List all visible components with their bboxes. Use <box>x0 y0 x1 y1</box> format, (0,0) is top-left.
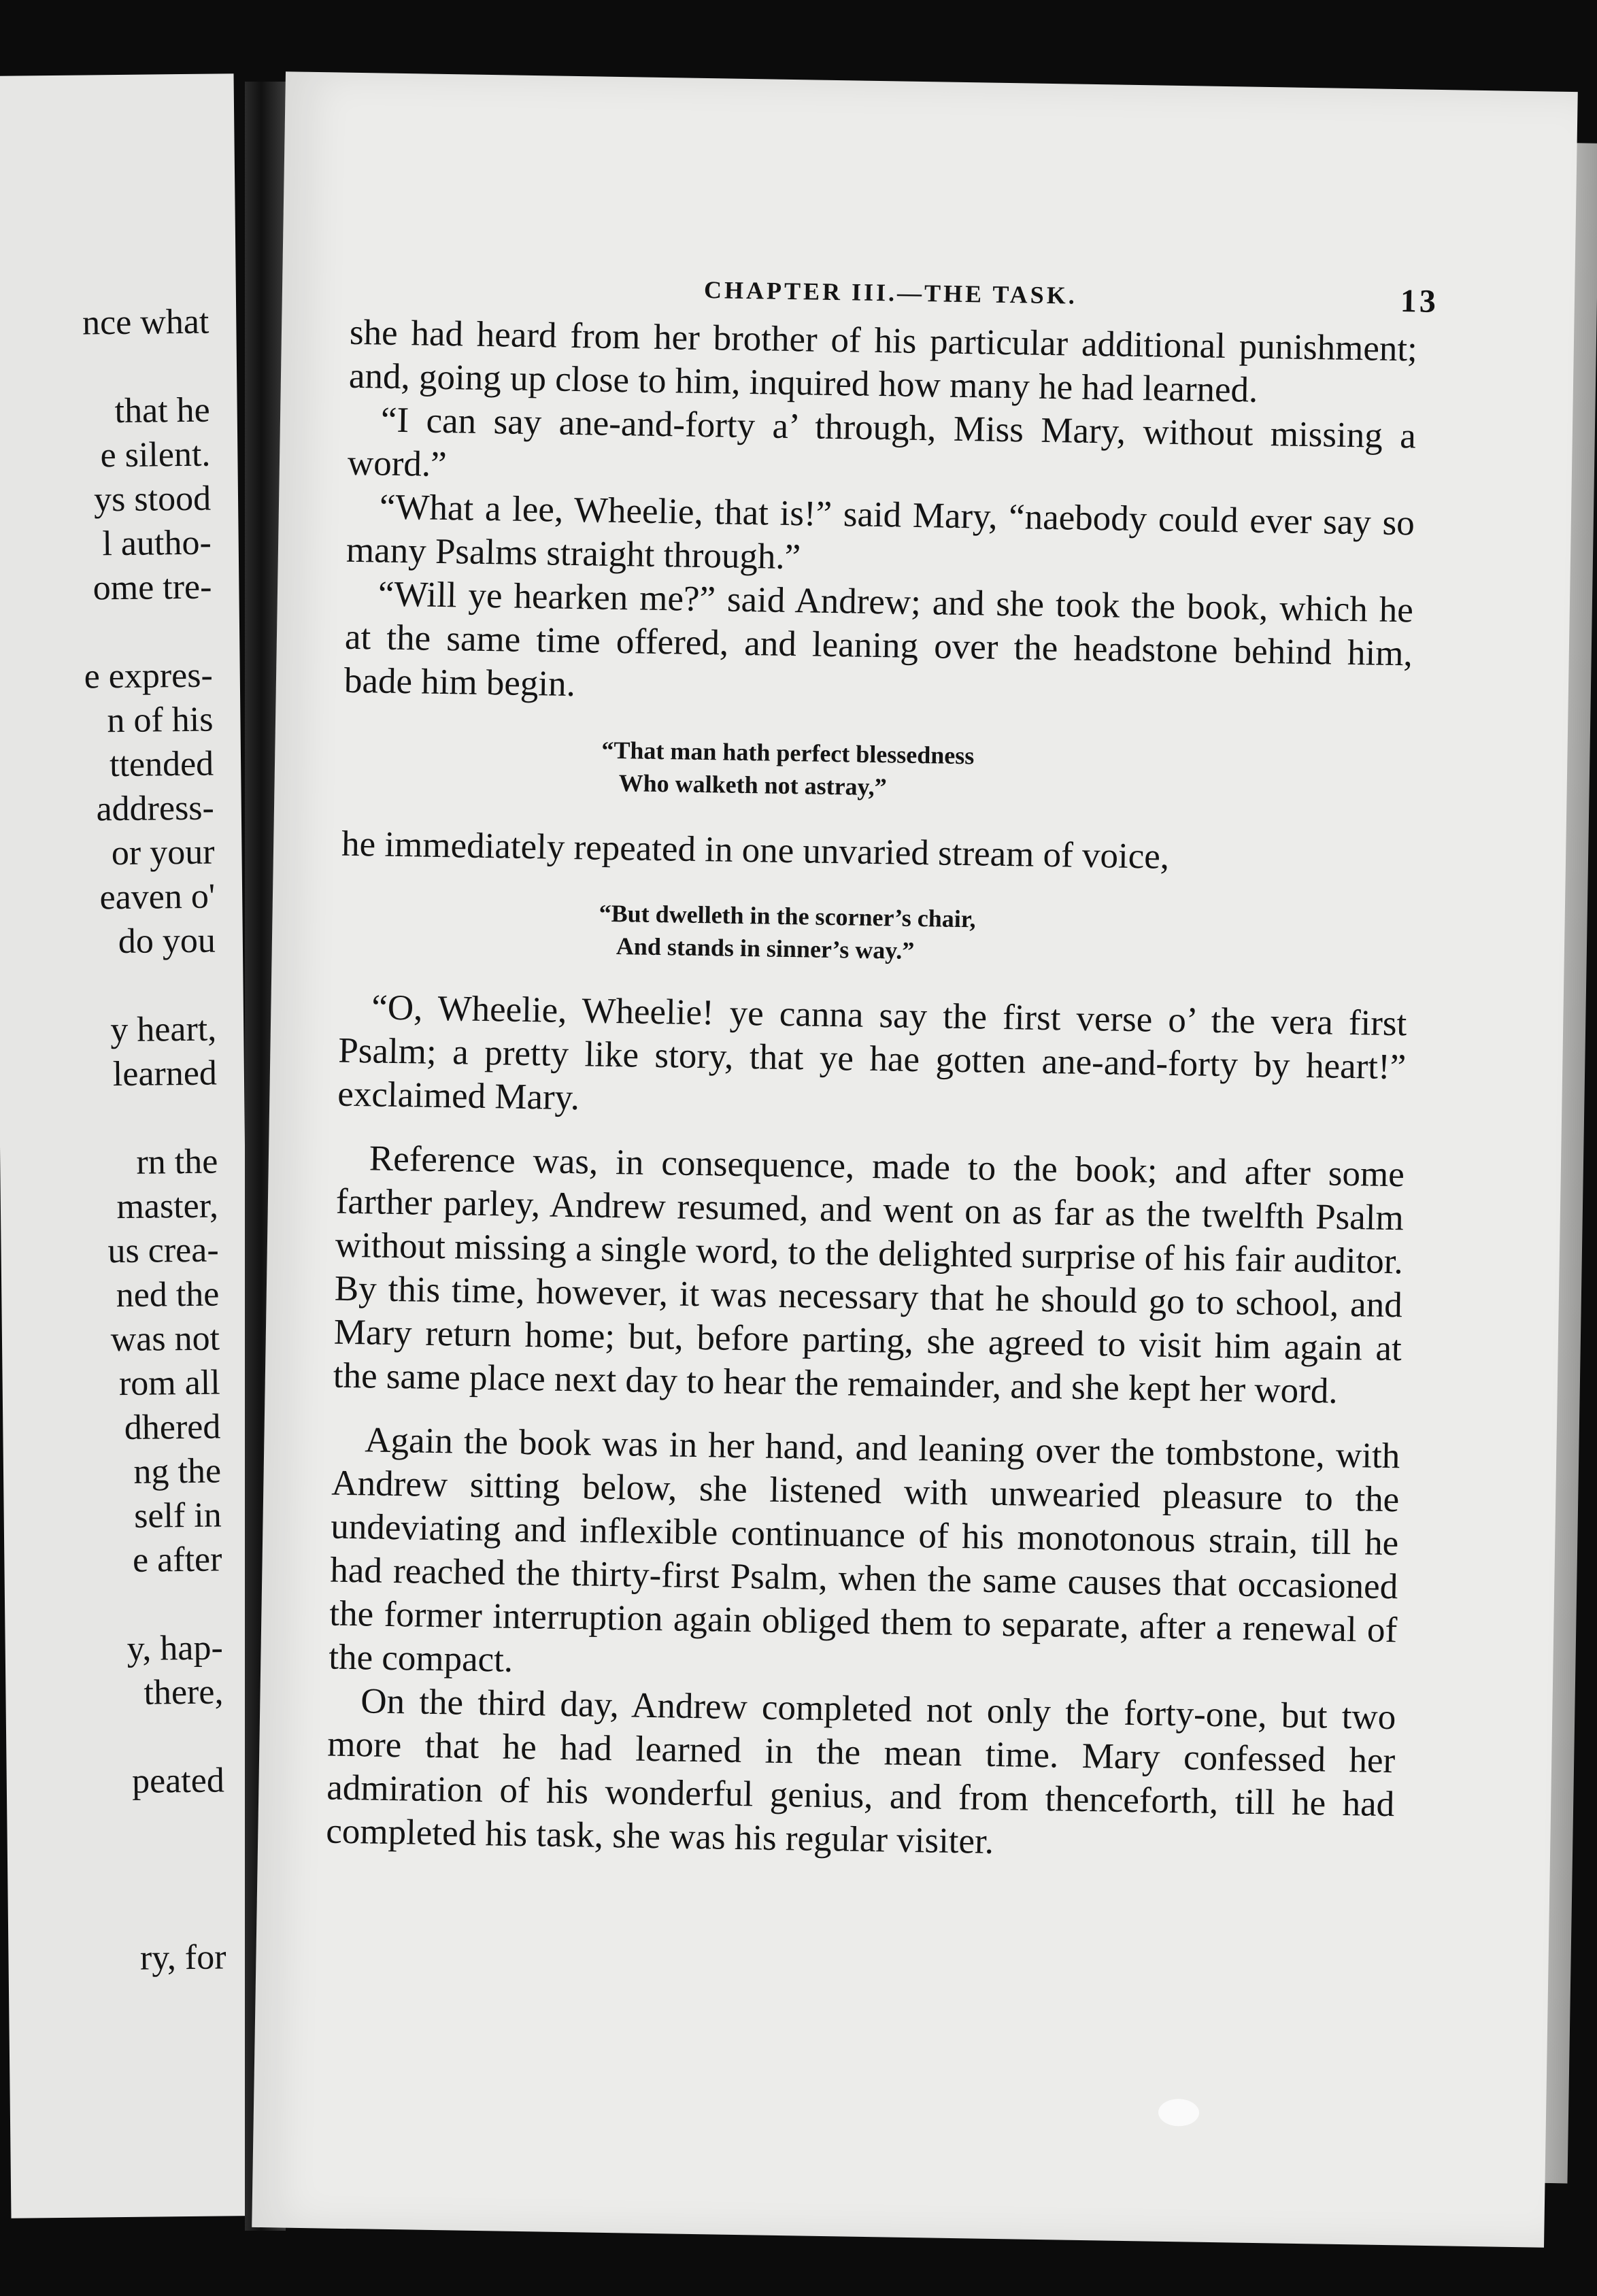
paragraph: Reference was, in consequence, made to the book; and after some farther parley, Andrew resumed, and went on as far as the twelfth Psalm without missing a single word, to the delighted surprise of his fair auditor. By this time, however, it was necessary that he should go to school, and Mary return home; but, before parting, she agreed to visit him again at the same place next day to hear the remainder, and she kept her word. <box>333 1138 1405 1411</box>
left-page-line: y, hap- <box>127 1628 224 1668</box>
left-page-line: e silent. <box>100 435 211 475</box>
left-page-line: there, <box>144 1672 224 1712</box>
verse-line: “That man hath perfect blessedness <box>601 736 975 770</box>
verse-quote <box>601 734 1411 812</box>
left-page-line: learned <box>112 1053 218 1094</box>
paragraph: “I can say ane-and-forty a’ through, Miss Mary, without missing a word.” <box>347 400 1417 485</box>
verse-line: And stands in sinner’s way.” <box>616 932 915 964</box>
left-page-line: e after <box>132 1540 222 1580</box>
paper-blemish <box>1158 2099 1200 2127</box>
left-page-line: l autho- <box>102 523 212 564</box>
left-page-line: self in <box>133 1496 222 1536</box>
left-page-line: rom all <box>118 1363 220 1404</box>
left-page <box>0 73 256 2218</box>
left-page-line: master, <box>116 1186 219 1227</box>
left-page-line: that he <box>114 390 210 431</box>
left-page-line: eaven o' <box>99 877 216 917</box>
page-number: 13 <box>1400 283 1439 320</box>
verse-line: Who walketh not astray,” <box>618 769 887 801</box>
left-page-line: us crea- <box>107 1230 219 1271</box>
chapter-heading: CHAPTER III.—THE TASK. <box>703 275 1078 309</box>
left-page-line: peated <box>131 1761 225 1801</box>
body-text <box>326 311 1417 1870</box>
left-page-line: address- <box>96 788 215 829</box>
verse-quote <box>599 897 1409 975</box>
paragraph: he immediately repeated in one unvaried stream of voice, <box>341 824 1170 877</box>
right-page <box>252 71 1578 2247</box>
paragraph: she had heard from her brother of his particular additional punishment; and, going up close to him, inquired how many he had learned. <box>348 312 1418 410</box>
left-page-line: n of his <box>107 700 214 741</box>
left-page-line: or your <box>111 832 215 873</box>
left-page-line: ttended <box>109 744 214 785</box>
left-page-line: ome tre- <box>93 567 212 608</box>
left-page-line: ng the <box>133 1451 222 1491</box>
paragraph: On the third day, Andrew completed not only the forty-one, but two more that he had learned in the mean time. Mary confessed her admiration of his wonderful genius, and from thenceforth, till he had completed his task, she was his regular visiter. <box>325 1681 1396 1861</box>
left-page-line: ys stood <box>93 479 212 520</box>
paragraph: “What a lee, Wheelie, that is!” said Mary, “naebody could ever say so many Psalms straight through.” <box>346 487 1415 577</box>
paragraph: “Will ye hearken me?” said Andrew; and she took the book, which he at the same time offered, and leaning over the headstone behind him, bade him begin. <box>343 574 1414 705</box>
left-page-line: ned the <box>116 1274 220 1315</box>
left-page-line: do you <box>118 921 216 962</box>
running-head <box>282 269 1575 320</box>
paragraph: Again the book was in her hand, and leaning over the tombstone, with Andrew sitting below, she listened with unwearied pleasure to the undeviating and inflexible continuance of his monotonous strain, till he had reached the thirty-first Psalm, when the same causes that occasioned the former interruption again obliged them to separate, after a renewal of the compact. <box>328 1420 1400 1680</box>
left-page-line: e expres- <box>84 656 214 696</box>
left-page-line: y heart, <box>110 1009 217 1050</box>
left-page-line: ry, for <box>139 1938 226 1978</box>
paragraph: “O, Wheelie, Wheelie! ye canna say the first verse o’ the vera first Psalm; a pretty like story, that ye hae gotten ane-and-forty by heart!” exclaimed Mary. <box>337 987 1407 1118</box>
verse-line: “But dwelleth in the scorner’s chair, <box>599 899 976 933</box>
left-page-line: dhered <box>124 1407 221 1447</box>
left-page-line: rn the <box>136 1142 218 1182</box>
left-page-line: nce what <box>82 302 209 343</box>
left-page-line: was not <box>110 1319 220 1360</box>
